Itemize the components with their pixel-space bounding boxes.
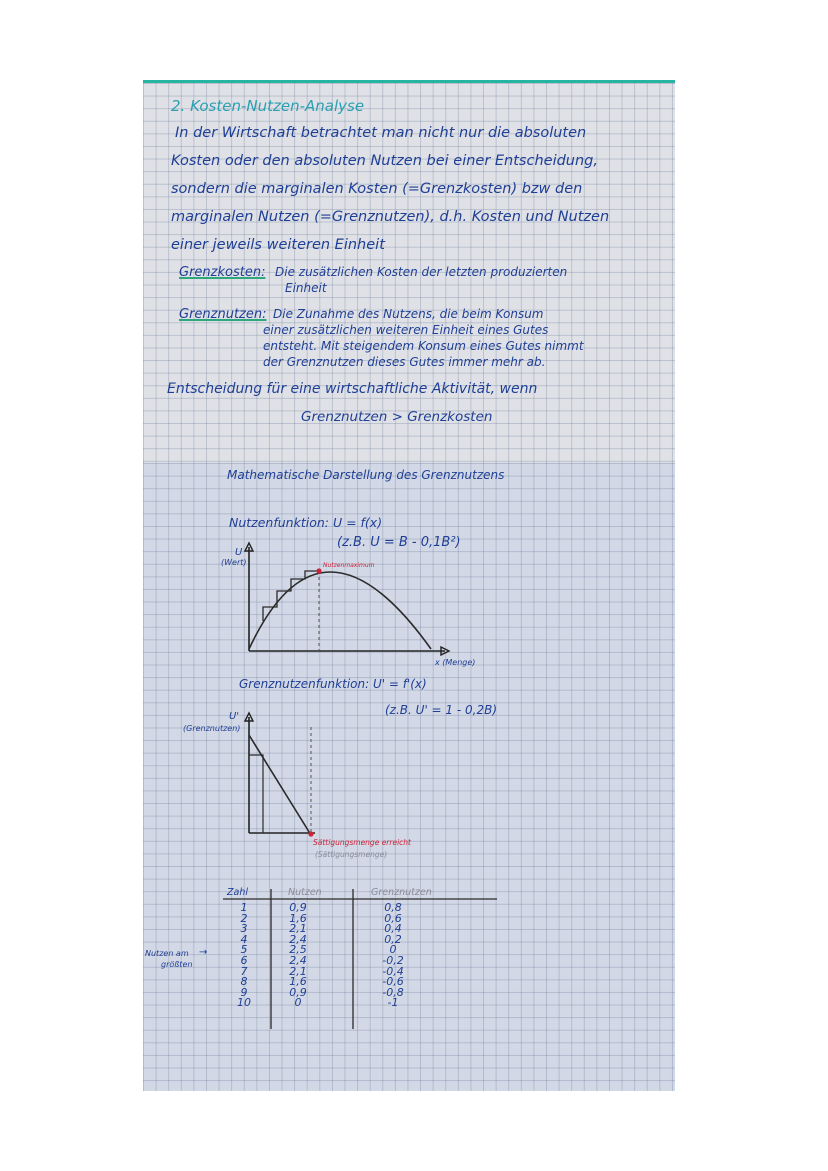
table-cell: 1,6: [289, 911, 307, 925]
marginal-utility-chart: [183, 707, 463, 859]
notebook-page-bottom: [143, 463, 675, 1091]
saturation-label: Sättigungsmenge erreicht: [313, 838, 411, 847]
saturation-sub: (Sättigungsmenge): [315, 850, 388, 859]
section-title: Mathematische Darstellung des Grenznutzens: [227, 468, 505, 482]
table-cell: 9: [240, 985, 248, 999]
table-cell: -0,2: [382, 953, 404, 967]
intro-line-5: einer jeweils weiteren Einheit: [171, 237, 385, 253]
marginal-curve: [249, 735, 311, 835]
decision-line: Entscheidung für eine wirtschaftliche Aktivität, wenn: [167, 381, 538, 397]
table-cell: 2: [240, 911, 248, 925]
page-heading: 2. Kosten-Nutzen-Analyse: [171, 97, 365, 115]
table-cell: -0,6: [382, 975, 404, 989]
table-header-nutzen: Nutzen: [288, 887, 322, 898]
table-cell: 0,9: [289, 985, 307, 999]
grenzkosten-term: Grenzkosten:: [179, 265, 266, 280]
table-cell: 1: [240, 901, 248, 914]
table-cell: 0,2: [384, 932, 402, 946]
marginal-steps: [249, 755, 263, 833]
notebook-page-top: [143, 80, 675, 465]
intro-line-4: marginalen Nutzen (=Grenznutzen), d.h. Kosten und Nutzen: [171, 209, 610, 225]
table-cell: 4: [240, 932, 248, 946]
table-cell: 0: [294, 996, 302, 1010]
table-cell: -1: [387, 996, 399, 1010]
chart1-y-sub: (Wert): [221, 558, 247, 567]
column-grenznutzen: [369, 903, 417, 1009]
table-cell: 1,6: [289, 975, 307, 989]
table-cell: 2,1: [289, 964, 307, 978]
table-header-grenznutzen: Grenznutzen: [371, 887, 432, 898]
table-cell: 8: [240, 975, 248, 989]
utility-function: Nutzenfunktion: U = f(x): [229, 515, 383, 530]
side-note-2: größten: [161, 960, 193, 969]
table-cell: -0,4: [382, 964, 404, 978]
grenzkosten-definition-1: Die zusätzlichen Kosten der letzten produzierten: [275, 265, 568, 279]
maximum-point: [316, 568, 321, 573]
table-cell: 6: [240, 953, 248, 967]
chart2-y-sub: (Grenznutzen): [183, 724, 241, 733]
table-cell: 10: [237, 996, 251, 1010]
marginal-example: (z.B. U' = 1 - 0,2B): [385, 703, 498, 717]
grenzkosten-definition-2: Einheit: [285, 281, 327, 295]
column-zahl: [229, 903, 259, 1009]
table-header-zahl: Zahl: [227, 887, 248, 898]
side-note-1: Nutzen am: [145, 949, 189, 958]
table-cell: 0,6: [384, 911, 402, 925]
chart1-y-label: U: [235, 547, 243, 558]
utility-curve: [249, 572, 431, 649]
grenznutzen-definition-3: entsteht. Mit steigendem Konsum eines Gutes nimmt: [263, 339, 584, 353]
decision-rule: Grenznutzen > Grenzkosten: [301, 409, 493, 425]
grenznutzen-definition-1: Die Zunahme des Nutzens, die beim Konsum: [273, 307, 544, 321]
table-cell: 2,4: [289, 932, 307, 946]
utility-curve-chart: [213, 539, 493, 669]
table-cell: 0,9: [289, 901, 307, 914]
table-cell: 2,4: [289, 953, 307, 967]
marginal-function: Grenznutzenfunktion: U' = f'(x): [239, 677, 427, 691]
chart2-y-label: U': [229, 711, 240, 722]
intro-line-2: Kosten oder den absoluten Nutzen bei einer Entscheidung,: [171, 153, 598, 169]
grenznutzen-definition-4: der Grenznutzen dieses Gutes immer mehr ab.: [263, 355, 546, 369]
table-cell: 0,4: [384, 922, 402, 936]
table-cell: -0,8: [382, 985, 404, 999]
table-cell: 0,8: [384, 901, 402, 914]
table-cell: 7: [240, 964, 248, 978]
table-cell: 2,1: [289, 922, 307, 936]
maximum-label: Nutzenmaximum: [323, 562, 375, 569]
table-cell: 5: [240, 943, 248, 957]
table-cell: 3: [240, 922, 248, 936]
intro-line-1: In der Wirtschaft betrachtet man nicht nur die absoluten: [175, 125, 587, 141]
chart1-x-label: x (Menge): [435, 658, 476, 667]
saturation-point: [308, 831, 313, 836]
side-note-arrow: →: [199, 947, 208, 958]
grenznutzen-term: Grenznutzen:: [179, 307, 267, 322]
intro-line-3: sondern die marginalen Kosten (=Grenzkosten) bzw den: [171, 181, 583, 197]
table-cell: 0: [389, 943, 397, 957]
table-cell: 2,5: [289, 943, 307, 957]
column-nutzen: [279, 903, 317, 1009]
step-lines: [263, 571, 319, 621]
utility-example: (z.B. U = B - 0,1B²): [337, 535, 461, 550]
grenznutzen-definition-2: einer zusätzlichen weiteren Einheit eines Gutes: [263, 323, 549, 337]
